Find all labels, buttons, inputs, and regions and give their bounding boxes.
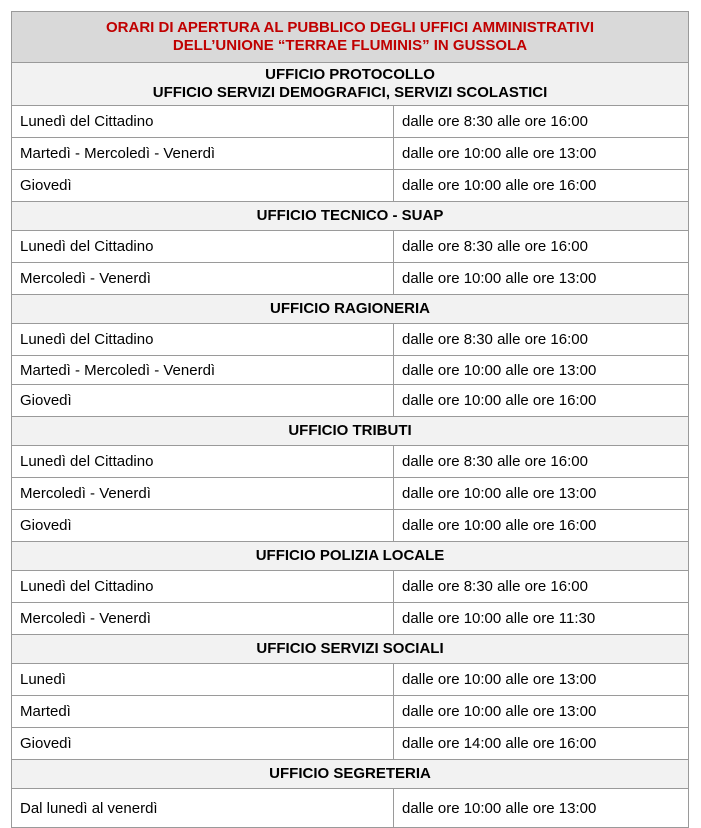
- hours-cell: dalle ore 10:00 alle ore 13:00: [394, 696, 689, 728]
- table-row: [12, 478, 689, 510]
- table-row: [12, 106, 689, 138]
- hours-cell: dalle ore 10:00 alle ore 16:00: [394, 170, 689, 202]
- table-row: [12, 446, 689, 478]
- section-title-line: UFFICIO SERVIZI DEMOGRAFICI, SERVIZI SCOLASTICI: [152, 84, 548, 101]
- table-row: [12, 263, 689, 295]
- table-row: [12, 356, 689, 385]
- table-row: [12, 664, 689, 696]
- section-title-line: UFFICIO RAGIONERIA: [270, 300, 430, 317]
- section-title: [12, 760, 689, 789]
- day-cell: Martedì: [12, 696, 394, 728]
- table-row: [12, 789, 689, 828]
- section-header-ragioneria: [12, 295, 689, 324]
- day-cell: Giovedì: [12, 385, 394, 417]
- title-line-1: ORARI DI APERTURA AL PUBBLICO DEGLI UFFICI AMMINISTRATIVI: [105, 19, 595, 36]
- day-cell: Lunedì del Cittadino: [12, 446, 394, 478]
- day-cell: Mercoledì - Venerdì: [12, 263, 394, 295]
- section-title: [12, 635, 689, 664]
- table-row: [12, 696, 689, 728]
- section-title: [12, 417, 689, 446]
- section-header-protocollo: [12, 63, 689, 106]
- day-cell: Lunedì del Cittadino: [12, 106, 394, 138]
- section-title-line: UFFICIO PROTOCOLLO: [265, 66, 435, 83]
- hours-cell: dalle ore 8:30 alle ore 16:00: [394, 446, 689, 478]
- hours-cell: dalle ore 14:00 alle ore 16:00: [394, 728, 689, 760]
- hours-cell: dalle ore 8:30 alle ore 16:00: [394, 324, 689, 356]
- day-cell: Martedì - Mercoledì - Venerdì: [12, 138, 394, 170]
- section-title-line: UFFICIO SERVIZI SOCIALI: [256, 640, 444, 657]
- section-header-tecnico-suap: [12, 202, 689, 231]
- hours-cell: dalle ore 10:00 alle ore 16:00: [394, 385, 689, 417]
- section-header-servizi-sociali: [12, 635, 689, 664]
- day-cell: Mercoledì - Venerdì: [12, 603, 394, 635]
- hours-cell: dalle ore 10:00 alle ore 13:00: [394, 478, 689, 510]
- section-header-segreteria: [12, 760, 689, 789]
- hours-cell: dalle ore 8:30 alle ore 16:00: [394, 231, 689, 263]
- section-title: [12, 295, 689, 324]
- section-title: [12, 542, 689, 571]
- day-cell: Giovedì: [12, 728, 394, 760]
- day-cell: Lunedì del Cittadino: [12, 231, 394, 263]
- table-row: [12, 385, 689, 417]
- table-row: [12, 571, 689, 603]
- table-title: [12, 12, 689, 63]
- day-cell: Lunedì del Cittadino: [12, 571, 394, 603]
- day-cell: Mercoledì - Venerdì: [12, 478, 394, 510]
- day-cell: Giovedì: [12, 510, 394, 542]
- section-title: [12, 202, 689, 231]
- hours-cell: dalle ore 10:00 alle ore 13:00: [394, 664, 689, 696]
- section-title-line: UFFICIO TECNICO - SUAP: [256, 207, 444, 224]
- day-cell: Giovedì: [12, 170, 394, 202]
- hours-cell: dalle ore 10:00 alle ore 11:30: [394, 603, 689, 635]
- hours-cell: dalle ore 10:00 alle ore 13:00: [394, 263, 689, 295]
- day-cell: Lunedì: [12, 664, 394, 696]
- table-row: [12, 728, 689, 760]
- section-title-line: UFFICIO SEGRETERIA: [269, 765, 431, 782]
- table-row: [12, 324, 689, 356]
- hours-cell: dalle ore 10:00 alle ore 13:00: [394, 356, 689, 385]
- section-title-line: UFFICIO POLIZIA LOCALE: [255, 547, 445, 564]
- day-cell: Dal lunedì al venerdì: [12, 789, 394, 828]
- hours-cell: dalle ore 10:00 alle ore 16:00: [394, 510, 689, 542]
- table-row: [12, 231, 689, 263]
- hours-cell: dalle ore 10:00 alle ore 13:00: [394, 789, 689, 828]
- day-cell: Martedì - Mercoledì - Venerdì: [12, 356, 394, 385]
- table-row: [12, 510, 689, 542]
- day-cell: Lunedì del Cittadino: [12, 324, 394, 356]
- title-row: [12, 12, 689, 63]
- table-row: [12, 170, 689, 202]
- section-title-line: UFFICIO TRIBUTI: [288, 422, 412, 439]
- section-title: [12, 63, 689, 106]
- table-row: [12, 138, 689, 170]
- hours-cell: dalle ore 8:30 alle ore 16:00: [394, 571, 689, 603]
- section-header-polizia-locale: [12, 542, 689, 571]
- hours-cell: dalle ore 8:30 alle ore 16:00: [394, 106, 689, 138]
- title-line-2: DELL’UNIONE “TERRAE FLUMINIS” IN GUSSOLA: [172, 37, 528, 54]
- section-header-tributi: [12, 417, 689, 446]
- hours-cell: dalle ore 10:00 alle ore 13:00: [394, 138, 689, 170]
- table-row: [12, 603, 689, 635]
- opening-hours-table: [11, 11, 689, 828]
